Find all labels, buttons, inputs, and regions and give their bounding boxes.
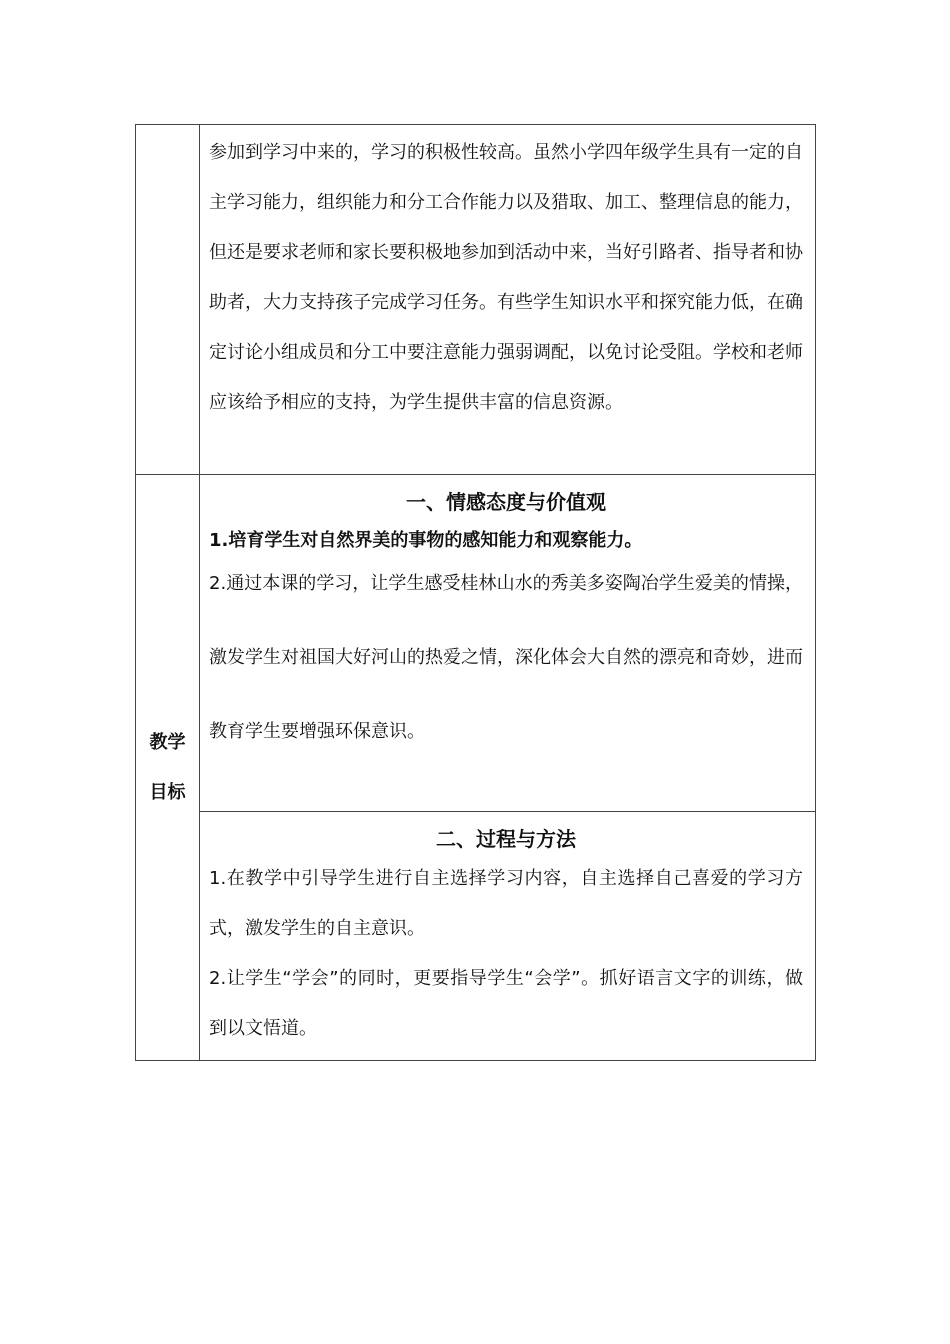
- process-item-2: 2.让学生“学会”的同时，更要指导学生“会学”。抓好语言文字的训练，做到以文悟道。: [209, 968, 803, 1039]
- lesson-plan-table: [135, 124, 816, 1061]
- analysis-content-cell: [200, 125, 815, 429]
- emotion-section-heading: 一、情感态度与价值观: [406, 490, 606, 514]
- objectives-label-cell: [136, 475, 200, 1060]
- objectives-label: 教学目标: [149, 731, 186, 803]
- process-item-1: 1.在教学中引导学生进行自主选择学习内容，自主选择自己喜爱的学习方式，激发学生的自主意识。: [209, 868, 803, 939]
- objectives-row: [136, 475, 815, 1060]
- emotion-item-2: 2.通过本课的学习，让学生感受桂林山水的秀美多姿陶冶学生爱美的情操，激发学生对祖国大好河山的热爱之情，深化体会大自然的漂亮和奇妙，进而教育学生要增强环保意识。: [209, 573, 803, 742]
- analysis-paragraph: 参加到学习中来的，学习的积极性较高。虽然小学四年级学生具有一定的自主学习能力，组织能力和分工合作能力以及猎取、加工、整理信息的能力，但还是要求老师和家长要积极地参加到活动中来，当好引路者、指导者和协助者，大力支持孩子完成学习任务。有些学生知识水平和探究能力低，在确定讨论小组成员和分工中要注意能力强弱调配，以免讨论受阻。学校和老师应该给予相应的支持，为学生提供丰富的信息资源。: [209, 142, 803, 413]
- process-section-cell: [200, 811, 815, 1060]
- emotion-item-1: 1.培育学生对自然界美的事物的感知能力和观察能力。: [209, 530, 643, 551]
- emotion-section-cell: [200, 475, 815, 811]
- analysis-row: [136, 125, 815, 475]
- process-section-heading: 二、过程与方法: [436, 827, 576, 851]
- analysis-label-cell: [136, 125, 200, 474]
